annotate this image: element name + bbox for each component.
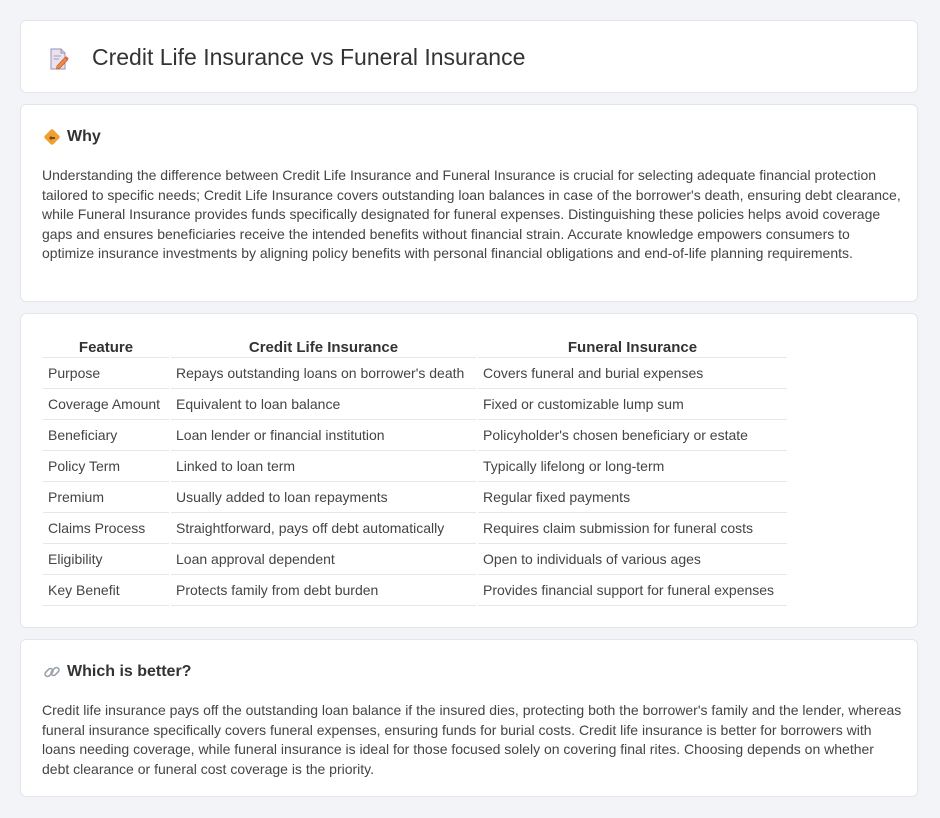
column-header-credit-life: Credit Life Insurance xyxy=(171,335,476,358)
why-text: Understanding the difference between Credit Life Insurance and Funeral Insurance is crucial for selecting adequate financial protection tailored to specific needs; Credit Life Insurance covers outstanding loan balances in case of the borrower's death, ensuring debt clearance, while Funeral Insurance provides funds specifically designated for funeral expenses. Distinguishing these policies helps avoid coverage gaps and ensures beneficiaries receive the intended benefits without financial strain. Accurate knowledge empowers consumers to optimize insurance investments by aligning policy benefits with personal financial obligations and end-of-life planning requirements. xyxy=(42,167,901,261)
table-row xyxy=(43,389,787,420)
header-card xyxy=(20,20,918,93)
feature-cell: Beneficiary xyxy=(43,420,169,451)
why-heading: Why xyxy=(67,128,101,145)
table-row xyxy=(43,544,787,575)
which-is-better-section xyxy=(20,639,918,797)
column-header-feature: Feature xyxy=(43,335,169,358)
feature-cell: Policy Term xyxy=(43,451,169,482)
credit-life-cell: Repays outstanding loans on borrower's death xyxy=(171,358,476,389)
funeral-cell: Fixed or customizable lump sum xyxy=(478,389,787,420)
table-row xyxy=(43,358,787,389)
feature-cell: Key Benefit xyxy=(43,575,169,606)
table-row xyxy=(43,451,787,482)
credit-life-cell: Usually added to loan repayments xyxy=(171,482,476,513)
better-heading-row xyxy=(43,662,191,682)
funeral-cell: Provides financial support for funeral expenses xyxy=(478,575,787,606)
column-header-funeral: Funeral Insurance xyxy=(478,335,787,358)
funeral-cell: Requires claim submission for funeral costs xyxy=(478,513,787,544)
table-row xyxy=(43,575,787,606)
feature-cell: Premium xyxy=(43,482,169,513)
link-icon xyxy=(43,663,61,681)
table-row xyxy=(43,513,787,544)
funeral-cell: Policyholder's chosen beneficiary or estate xyxy=(478,420,787,451)
credit-life-cell: Linked to loan term xyxy=(171,451,476,482)
funeral-cell: Regular fixed payments xyxy=(478,482,787,513)
feature-cell: Claims Process xyxy=(43,513,169,544)
table-header-row xyxy=(43,335,787,358)
table-row xyxy=(43,420,787,451)
feature-cell: Coverage Amount xyxy=(43,389,169,420)
credit-life-cell: Loan approval dependent xyxy=(171,544,476,575)
better-text: Credit life insurance pays off the outstanding loan balance if the insured dies, protecting both the borrower's family and the lender, whereas funeral insurance specifically covers funeral expenses, ensuring funds for burial costs. Credit life insurance is better for borrowers with loans needing coverage, while funeral insurance is ideal for those focused solely on covering final rites. Choosing depends on whether debt clearance or funeral cost coverage is the priority. xyxy=(42,702,902,777)
why-section xyxy=(20,104,918,302)
page-title: Credit Life Insurance vs Funeral Insurance xyxy=(92,44,526,70)
why-heading-row xyxy=(43,127,101,147)
comparison-section xyxy=(20,313,918,628)
comparison-table xyxy=(41,335,789,606)
feature-cell: Purpose xyxy=(43,358,169,389)
better-heading: Which is better? xyxy=(67,663,192,680)
credit-life-cell: Loan lender or financial institution xyxy=(171,420,476,451)
credit-life-cell: Protects family from debt burden xyxy=(171,575,476,606)
diamond-arrows-icon xyxy=(43,128,61,146)
funeral-cell: Covers funeral and burial expenses xyxy=(478,358,787,389)
table-row xyxy=(43,482,787,513)
credit-life-cell: Equivalent to loan balance xyxy=(171,389,476,420)
document-pencil-icon xyxy=(49,48,69,70)
funeral-cell: Typically lifelong or long-term xyxy=(478,451,787,482)
feature-cell: Eligibility xyxy=(43,544,169,575)
credit-life-cell: Straightforward, pays off debt automatically xyxy=(171,513,476,544)
funeral-cell: Open to individuals of various ages xyxy=(478,544,787,575)
